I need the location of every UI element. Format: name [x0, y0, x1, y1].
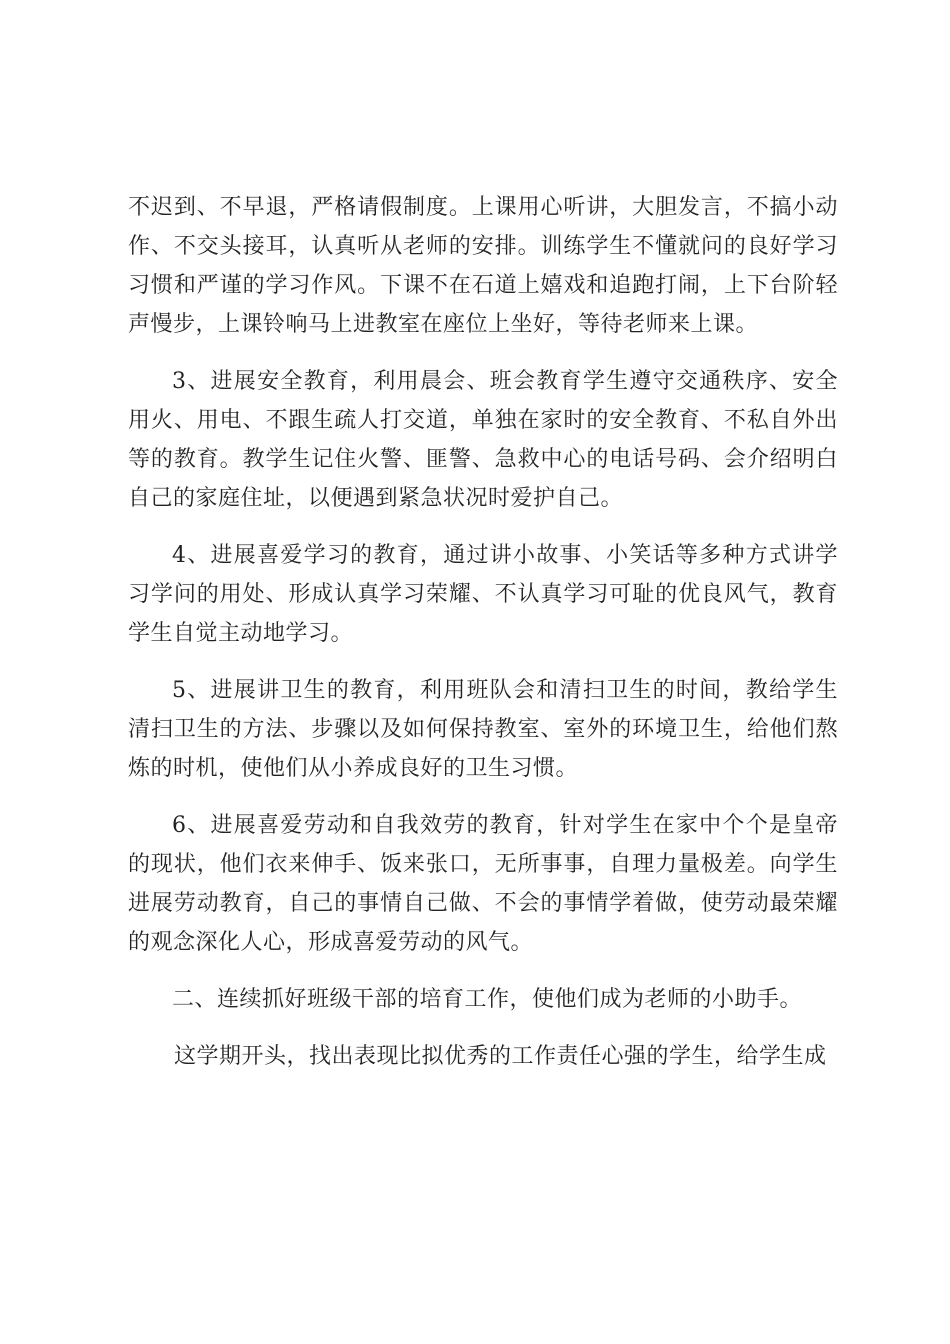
paragraph-hygiene-education: 5、进展讲卫生的教育，利用班队会和清扫卫生的时间，教给学生清扫卫生的方法、步骤以及如何保持教室、室外的环境卫生，给他们熬炼的时机，使他们从小养成良好的卫生习惯。 — [128, 678, 838, 781]
paragraph-semester-start: 这学期开头，找出表现比拟优秀的工作责任心强的学生，给学生成 — [174, 1044, 827, 1069]
paragraph-labor-education: 6、进展喜爱劳动和自我效劳的教育，针对学生在家中个个是皇帝的现状，他们衣来伸手、饭来张口，无所事事，自理力量极差。向学生进展劳动教育，自己的事情自己做、不会的事情学着做，使劳动最荣耀的观念深化人心，形成喜爱劳动的风气。 — [128, 813, 838, 955]
paragraph-continuation: 不迟到、不早退，严格请假制度。上课用心听讲，大胆发言，不搞小动作、不交头接耳，认真听从老师的安排。训练学生不懂就问的良好学习习惯和严谨的学习作风。下课不在石道上嬉戏和追跑打闹，上下台阶轻声慢步，上课铃响马上进教室在座位上坐好，等待老师来上课。 — [128, 195, 838, 337]
paragraph-safety-education: 3、进展安全教育，利用晨会、班会教育学生遵守交通秩序、安全用火、用电、不跟生疏人打交道，单独在家时的安全教育、不私自外出等的教育。教学生记住火警、匪警、急救中心的电话号码、会介绍明白自己的家庭住址，以便遇到紧急状况时爱护自己。 — [128, 369, 838, 511]
paragraph-study-education: 4、进展喜爱学习的教育，通过讲小故事、小笑话等多种方式讲学习学问的用处、形成认真学习荣耀、不认真学习可耻的优良风气，教育学生自觉主动地学习。 — [128, 543, 838, 646]
document-body — [128, 188, 838, 1094]
section-heading-class-cadres: 二、连续抓好班级干部的培育工作，使他们成为老师的小助手。 — [172, 987, 803, 1012]
